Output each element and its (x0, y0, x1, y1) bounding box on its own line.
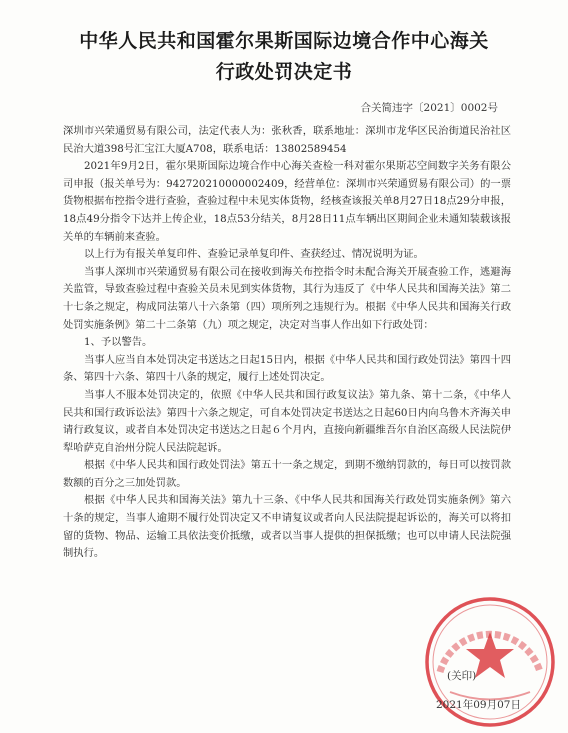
penalty-item: 1、予以警告。 (84, 336, 153, 349)
document-body (63, 123, 511, 563)
document-number: 合关简违字〔2021〕0002号 (360, 102, 498, 114)
party-info-paragraph: 深圳市兴荣通贸易有限公司，法定代表人为：张秋香，联系地址：深圳市龙华区民治街道民治社区民治大道398号汇宝江大厦A708，联系电话：13802589454 (63, 125, 511, 155)
enforcement-paragraph: 根据《中华人民共和国海关法》第九十三条、《中华人民共和国海关行政处罚实施条例》第六十条的规定，当事人逾期不履行处罚决定又不申请复议或者向人民法院提起诉讼的，海关可以将扣留的货物、物品、运输工具依法变价抵缴，或者以当事人提供的担保抵缴；也可以申请人民法院强制执行。 (63, 494, 511, 560)
document-title-line1: 中华人民共和国霍尔果斯国际边境合作中心海关 (79, 30, 489, 52)
evidence-paragraph: 以上行为有报关单复印件、查验记录单复印件、查获经过、情况说明为证。 (84, 248, 424, 261)
facts-paragraph: 2021年9月2日，霍尔果斯国际边境合作中心海关查检一科对霍尔果斯芯空间数字关务有限公司申报（报关单号为：942720210000002409，经营单位：深圳市兴荣通贸易有限公司）的一票货物根据布控指令进行查验，查验过程中未见实体货物，经核查该报关单8月27日18点29分申报，18点49分指令下达并上传企业，18点53分结关，8月28日11点车辆出区期间企业未通知装载该报关单的车辆前来查验。 (63, 160, 511, 243)
performance-paragraph: 当事人应当自本处罚决定书送达之日起15日内，根据《中华人民共和国行政处罚法》第四十四条、第四十六条、第四十八条的规定，履行上述处罚决定。 (63, 353, 511, 384)
document-title-line2: 行政处罚决定书 (215, 61, 353, 83)
late-fine-paragraph: 根据《中华人民共和国行政处罚法》第五十一条之规定，到期不缴纳罚款的，每日可以按罚款数额的百分之三加处罚款。 (63, 459, 511, 489)
violation-paragraph: 当事人深圳市兴荣通贸易有限公司在接收到海关布控指令时未配合海关开展查验工作，逃避海关监管，导致查验过程中查验关员未见到实体货物，其行为违反了《中华人民共和国海关法》第二十七条之规定，构成同法第八十六条第（四）项所列之违规行为。根据《中华人民共和国海关行政处罚实施条例》第二十二条第（九）项之规定，决定对当事人作出如下行政处罚： (63, 265, 511, 331)
seal-label: (关印) (447, 670, 477, 682)
issue-date: 2021年09月07日 (436, 699, 521, 711)
appeal-paragraph: 当事人不服本处罚决定的，依照《中华人民共和国行政复议法》第九条、第十二条，《中华人民共和国行政诉讼法》第四十六条之规定，可自本处罚决定书送达之日起60日内向乌鲁木齐海关申请行政复议，或者自本处罚决定书送达之日起６个月内，直接向新疆维吾尔自治区高级人民法院伊犁哈萨克自治州分院人民法院起诉。 (63, 388, 511, 454)
